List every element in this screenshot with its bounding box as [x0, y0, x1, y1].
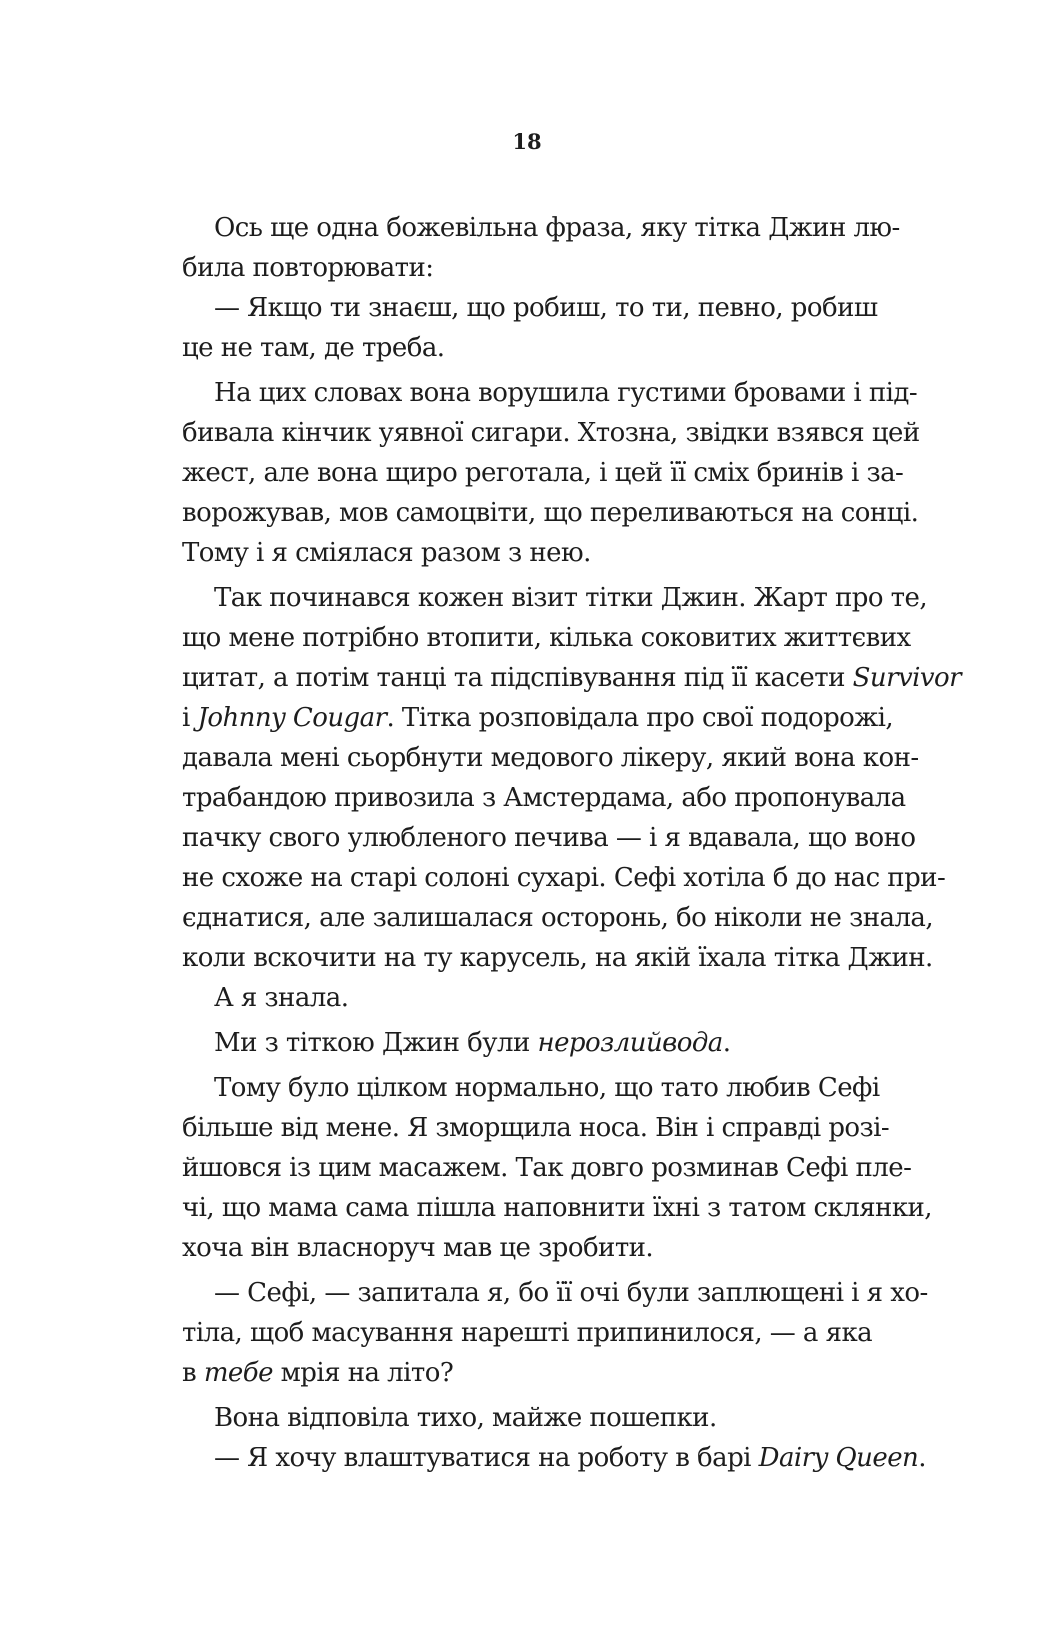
text-run: . Тітка розповідала про свої подорожі,	[386, 703, 894, 733]
text-line: хоча він власноруч мав це зробити.	[182, 1233, 654, 1263]
italic-phrase: нерозлийвода	[537, 1028, 723, 1058]
text-line: А я знала.	[214, 983, 349, 1013]
text-run: цитат, а потім танці та підспівування під її касети	[182, 663, 853, 693]
text-run: мрія на літо?	[272, 1358, 454, 1388]
text-run: .	[918, 1443, 926, 1473]
text-line: давала мені сьорбнути медового лікеру, який вона кон-	[182, 743, 919, 773]
text-line: Тому було цілком нормально, що тато любив Сефі	[214, 1073, 880, 1103]
text-line: На цих словах вона ворушила густими бровами і під-	[214, 378, 918, 408]
italic-phrase: Survivor	[852, 663, 961, 693]
text-line: била повторювати:	[182, 253, 434, 283]
italic-phrase: Dairy Queen	[758, 1443, 919, 1473]
text-line: бивала кінчик уявної сигари. Хтозна, звідки взявся цей	[182, 418, 920, 448]
text-line: Так починався кожен візит тітки Джин. Жарт про те,	[214, 583, 928, 613]
text-line: це не там, де треба.	[182, 333, 445, 363]
text-run: — Я хочу влаштуватися на роботу в барі	[214, 1443, 759, 1473]
text-line: тіла, щоб масування нарешті припинилося, — а яка	[182, 1318, 873, 1348]
text-line: ворожував, мов самоцвіти, що переливаються на сонці.	[182, 498, 919, 528]
text-run: і	[182, 703, 198, 733]
text-line: не схоже на старі солоні сухарі. Сефі хотіла б до нас при-	[182, 863, 946, 893]
text-line	[182, 1353, 872, 1393]
text-line: — Якщо ти знаєш, що робиш, то ти, певно, робиш	[214, 293, 878, 323]
book-page	[182, 0, 961, 1630]
text-line: Вона відповіла тихо, майже пошепки.	[214, 1403, 717, 1433]
text-line: коли вскочити на ту карусель, на якій їхала тітка Джин.	[182, 943, 933, 973]
text-line: йшовся із цим масажем. Так довго розминав Сефі пле-	[182, 1153, 912, 1183]
text-line: пачку свого улюбленого печива — і я вдавала, що воно	[182, 823, 916, 853]
text-line: що мене потрібно втопити, кілька соковитих життєвих	[182, 623, 911, 653]
text-run: в	[182, 1358, 204, 1388]
text-line	[182, 1023, 872, 1063]
text-line: єднатися, але залишалася осторонь, бо ніколи не знала,	[182, 903, 934, 933]
text-run: Ми з тіткою Джин були	[214, 1028, 538, 1058]
italic-phrase: Johnny Cougar	[197, 703, 387, 733]
text-line: — Сефі, — запитала я, бо її очі були заплющені і я хо-	[214, 1278, 928, 1308]
text-line	[182, 658, 961, 698]
text-line	[182, 698, 894, 738]
text-line	[182, 1438, 926, 1478]
chapter-number: 18	[512, 129, 542, 154]
italic-phrase: тебе	[203, 1358, 273, 1388]
text-line: жест, але вона щиро реготала, і цей її сміх бринів і за-	[182, 458, 904, 488]
text-line: чі, що мама сама пішла наповнити їхні з татом склянки,	[182, 1193, 933, 1223]
body-text	[182, 208, 961, 1478]
text-line: трабандою привозила з Амстердама, або пропонувала	[182, 783, 906, 813]
text-run: .	[722, 1028, 731, 1058]
text-line: більше від мене. Я зморщила носа. Він і справді розі-	[182, 1113, 890, 1143]
text-line: Ось ще одна божевільна фраза, яку тітка Джин лю-	[214, 213, 900, 243]
text-line: Тому і я сміялася разом з нею.	[182, 538, 591, 568]
